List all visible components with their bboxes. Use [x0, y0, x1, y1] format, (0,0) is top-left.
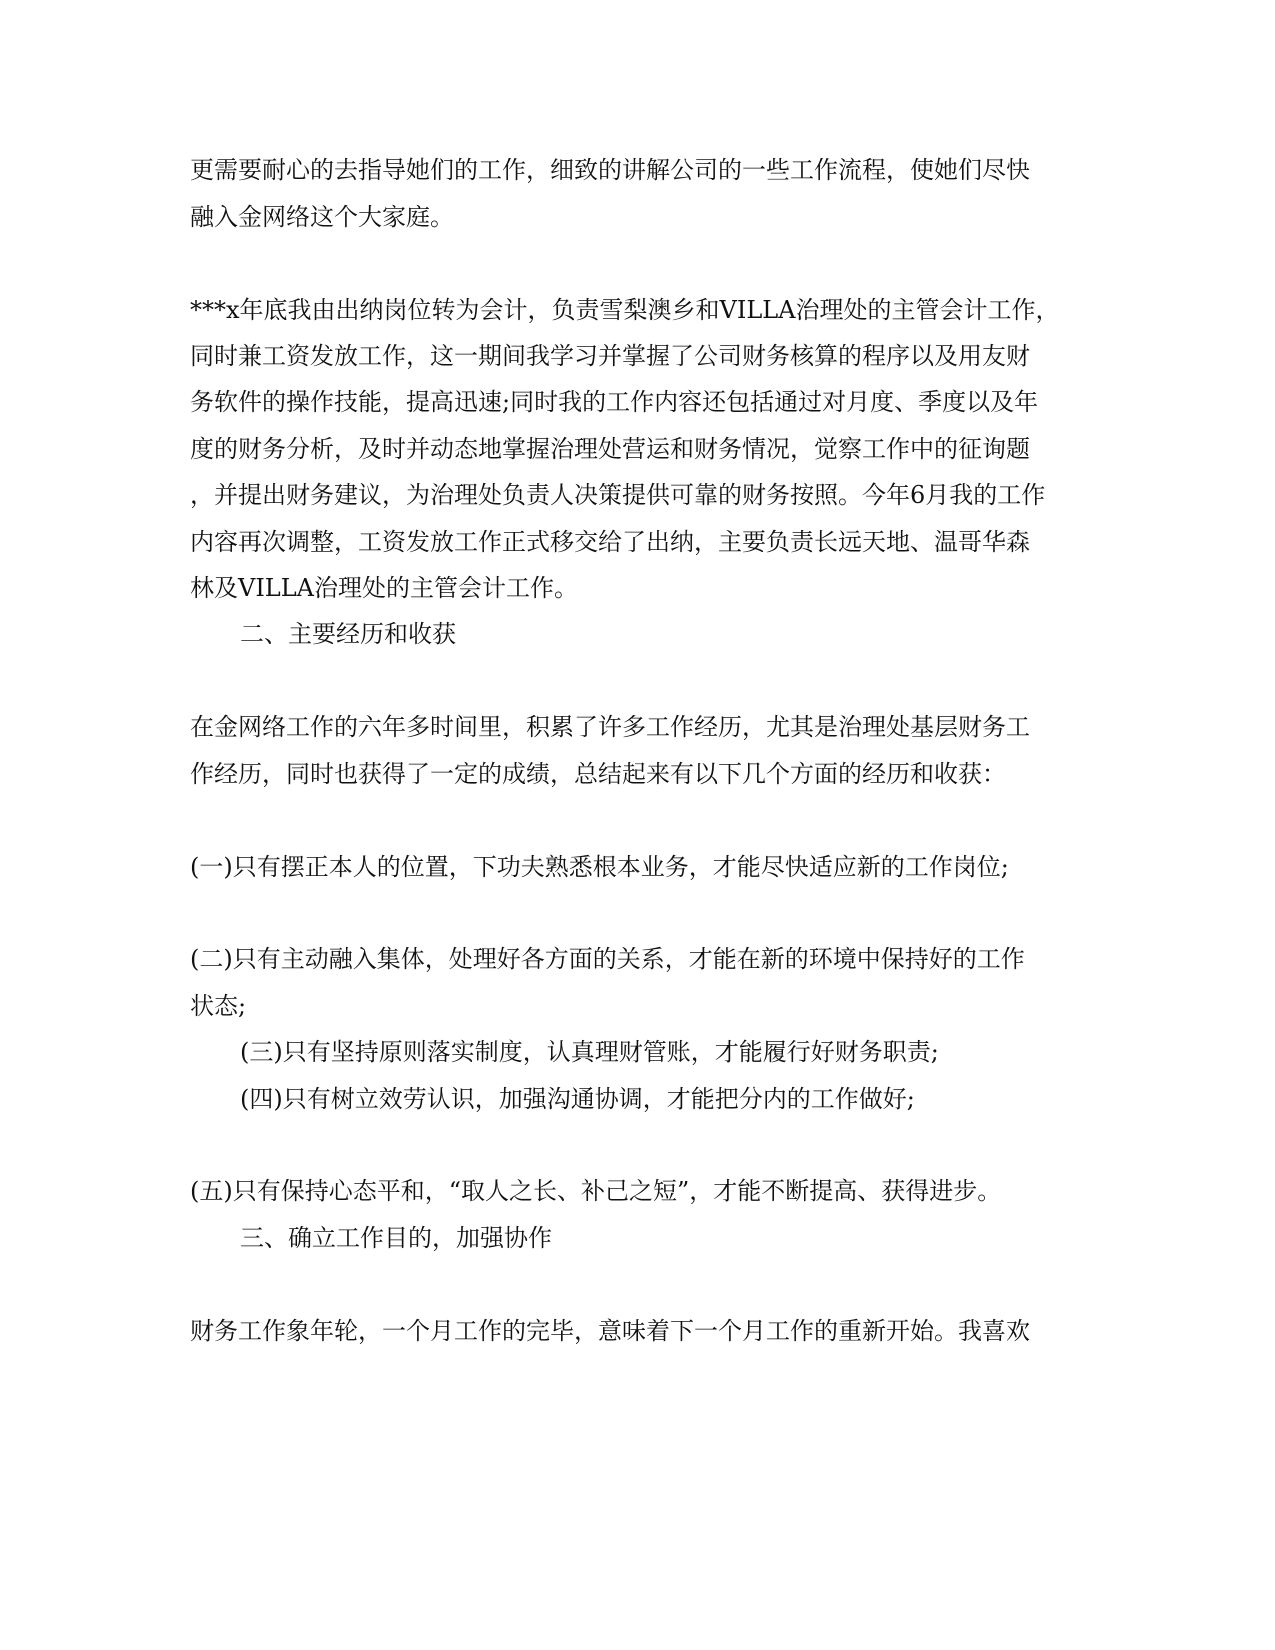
list-item: (三)只有坚持原则落实制度，认真理财管账，才能履行好财务职责; — [240, 1038, 939, 1066]
paragraph-line: 更需要耐心的去指导她们的工作，细致的讲解公司的一些工作流程，使她们尽快 — [190, 156, 1030, 184]
paragraph-line: 务软件的操作技能，提高迅速;同时我的工作内容还包括通过对月度、季度以及年 — [190, 388, 1039, 416]
paragraph-line: ，并提出财务建议，为治理处负责人决策提供可靠的财务按照。今年6月我的工作 — [190, 481, 1046, 509]
paragraph-line: 内容再次调整，工资发放工作正式移交给了出纳，主要负责长远天地、温哥华森 — [190, 528, 1030, 556]
list-item: (五)只有保持心态平和，“取人之长、补己之短”，才能不断提高、获得进步。 — [190, 1177, 1002, 1205]
paragraph-line: 林及VILLA治理处的主管会计工作。 — [190, 574, 579, 602]
list-item: (一)只有摆正本人的位置，下功夫熟悉根本业务，才能尽快适应新的工作岗位; — [190, 853, 1009, 881]
section-heading: 三、确立工作目的，加强协作 — [240, 1224, 552, 1252]
paragraph-line: ***x年底我由出纳岗位转为会计，负责雪梨澳乡和VILLA治理处的主管会计工作， — [190, 296, 1060, 324]
paragraph-line: 度的财务分析，及时并动态地掌握治理处营运和财务情况，觉察工作中的征询题 — [190, 435, 1030, 463]
list-item: (四)只有树立效劳认识，加强沟通协调，才能把分内的工作做好; — [240, 1085, 915, 1113]
list-item: (二)只有主动融入集体，处理好各方面的关系，才能在新的环境中保持好的工作 — [190, 945, 1025, 973]
paragraph-line: 作经历，同时也获得了一定的成绩，总结起来有以下几个方面的经历和收获： — [190, 760, 1006, 788]
list-item: 状态; — [190, 992, 247, 1020]
section-heading: 二、主要经历和收获 — [240, 620, 456, 648]
paragraph-line: 同时兼工资发放工作，这一期间我学习并掌握了公司财务核算的程序以及用友财 — [190, 342, 1030, 370]
paragraph-line: 财务工作象年轮，一个月工作的完毕，意味着下一个月工作的重新开始。我喜欢 — [190, 1317, 1030, 1345]
paragraph-line: 在金网络工作的六年多时间里，积累了许多工作经历，尤其是治理处基层财务工 — [190, 713, 1030, 741]
paragraph-line: 融入金网络这个大家庭。 — [190, 203, 454, 231]
